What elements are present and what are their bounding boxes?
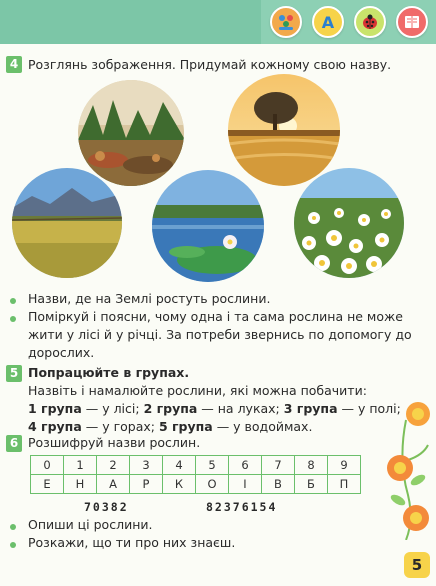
cipher-digit: 6: [229, 456, 262, 475]
cipher-digit: 0: [31, 456, 64, 475]
daisy-field-photo: [294, 168, 404, 278]
cipher-letter: К: [163, 475, 196, 494]
cipher-letters-row: [31, 475, 361, 494]
cipher-digit: 4: [163, 456, 196, 475]
group-2-text: — на луках;: [197, 401, 284, 416]
bullet-text: Розкажи, що ти про них знаєш.: [28, 535, 236, 550]
cipher-digit: 1: [64, 456, 97, 475]
task-5-number: 5: [6, 365, 22, 382]
task-4-number: 4: [6, 56, 22, 73]
group-1-label: 1 група: [28, 401, 82, 416]
bullet-text-continuation: жити у лісі й у річці. За потреби звернись по допомогу до: [28, 327, 412, 342]
bullet-marker: [10, 524, 16, 530]
cipher-digits-row: [31, 456, 361, 475]
group-5-label: 5 група: [158, 419, 213, 434]
header-badges: [270, 6, 428, 38]
meadow-photo: [12, 168, 122, 278]
cipher-digit: 9: [328, 456, 361, 475]
task-6-text: Розшифруй назви рослин.: [28, 435, 201, 450]
cipher-letter: В: [262, 475, 295, 494]
letter-a-icon: [312, 6, 344, 38]
letter-a-label: A: [321, 12, 335, 32]
group-4-label: 4 група: [28, 419, 82, 434]
book-icon: [396, 6, 428, 38]
cipher-digit: 3: [130, 456, 163, 475]
wheat-field-photo: [228, 74, 340, 186]
group-2-label: 2 група: [143, 401, 198, 416]
group-3-label: 3 група: [283, 401, 338, 416]
group-3-text: — у полі;: [337, 401, 401, 416]
flower-decoration-icon: [378, 400, 434, 544]
bullet-text: Опиши ці рослини.: [28, 517, 153, 532]
bullet-marker: [10, 298, 16, 304]
bullet-text: Назви, де на Землі ростуть рослини.: [28, 291, 271, 306]
bullet-marker: [10, 542, 16, 548]
bullet-marker: [10, 316, 16, 322]
task-6-number: 6: [6, 435, 22, 452]
cipher-letter: Р: [130, 475, 163, 494]
bullet-text: Поміркуй і поясни, чому одна і та сама рослина не може: [28, 309, 403, 324]
group-4-text: — у горах;: [81, 419, 159, 434]
cipher-table: [30, 455, 361, 494]
cipher-letter: О: [196, 475, 229, 494]
task-5-groups-line1: [28, 400, 401, 418]
forest-photo: [78, 80, 184, 186]
task-5-title: Попрацюйте в групах.: [28, 365, 190, 380]
cipher-digit: 7: [262, 456, 295, 475]
ladybug-icon: [354, 6, 386, 38]
group-5-text: — у водоймах.: [212, 419, 313, 434]
cipher-letter: П: [328, 475, 361, 494]
bullet-text-continuation: дорослих.: [28, 345, 95, 360]
cipher-digit: 8: [295, 456, 328, 475]
cipher-letter: Е: [31, 475, 64, 494]
cipher-digit: 5: [196, 456, 229, 475]
cipher-letter: Н: [64, 475, 97, 494]
group-work-icon: [270, 6, 302, 38]
cipher-digit: 2: [97, 456, 130, 475]
cipher-letter: Б: [295, 475, 328, 494]
cipher-code-2: 82376154: [206, 500, 278, 514]
task-4-text: Розглянь зображення. Придумай кожному свою назву.: [28, 57, 392, 72]
cipher-code-1: 70382: [84, 500, 129, 514]
group-1-text: — у лісі;: [81, 401, 144, 416]
cipher-letter: А: [97, 475, 130, 494]
cipher-letter: І: [229, 475, 262, 494]
page-number: 5: [404, 552, 430, 578]
task-5-line1: Назвіть і намалюйте рослини, які можна побачити:: [28, 383, 367, 398]
lake-photo: [152, 170, 264, 282]
